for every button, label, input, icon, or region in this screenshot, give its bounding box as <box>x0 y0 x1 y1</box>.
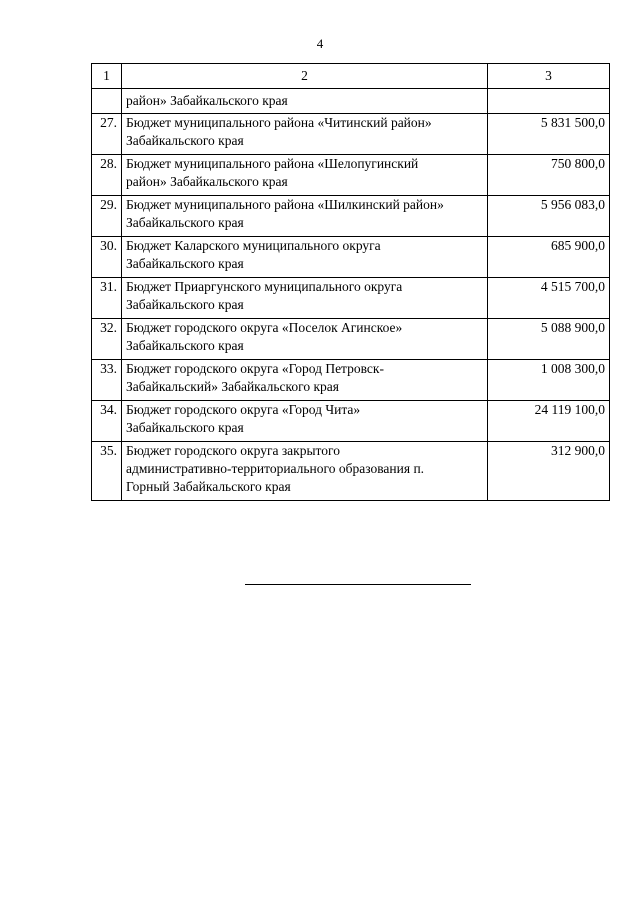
row-name <box>122 196 488 237</box>
row-value: 5 956 083,0 <box>488 196 610 237</box>
row-name-line: Бюджет городского округа «Город Чита» <box>126 402 361 417</box>
row-value: 685 900,0 <box>488 237 610 278</box>
row-name <box>122 155 488 196</box>
row-number: 29. <box>92 196 122 237</box>
table-row <box>92 278 610 319</box>
row-name-line: Забайкальского края <box>126 256 244 271</box>
row-name <box>122 278 488 319</box>
column-header-2: 2 <box>122 64 488 89</box>
row-name <box>122 401 488 442</box>
row-name-line: Бюджет муниципального района «Шилкинский район» <box>126 197 444 212</box>
row-value: 750 800,0 <box>488 155 610 196</box>
table-row <box>92 196 610 237</box>
table-row <box>92 442 610 501</box>
row-name-line: Забайкальского края <box>126 420 244 435</box>
row-name-line: Бюджет городского округа закрытого <box>126 443 340 458</box>
row-value: 5 831 500,0 <box>488 114 610 155</box>
row-value: 4 515 700,0 <box>488 278 610 319</box>
row-number: 31. <box>92 278 122 319</box>
row-number: 27. <box>92 114 122 155</box>
table-row <box>92 114 610 155</box>
row-name-line: Бюджет муниципального района «Шелопугинский <box>126 156 419 171</box>
table-row <box>92 155 610 196</box>
row-name <box>122 237 488 278</box>
column-header-3: 3 <box>488 64 610 89</box>
table-row <box>92 319 610 360</box>
row-value-cell <box>488 89 610 114</box>
table-header-row <box>92 64 610 89</box>
row-name <box>122 319 488 360</box>
page-number: 4 <box>316 36 324 51</box>
row-value: 1 008 300,0 <box>488 360 610 401</box>
row-name-line: Горный Забайкальского края <box>126 479 291 494</box>
row-name-line: административно-территориального образования п. <box>126 461 425 476</box>
column-header-1: 1 <box>92 64 122 89</box>
row-number: 35. <box>92 442 122 501</box>
row-name <box>122 114 488 155</box>
row-number: 28. <box>92 155 122 196</box>
row-value: 24 119 100,0 <box>488 401 610 442</box>
end-of-document-rule <box>245 584 471 585</box>
row-name-line: район» Забайкальского края <box>126 174 288 189</box>
row-name-cell: район» Забайкальского края <box>122 89 488 114</box>
row-name <box>122 442 488 501</box>
row-name-line: Забайкальского края <box>126 297 244 312</box>
row-number: 34. <box>92 401 122 442</box>
table-row-continuation <box>92 89 610 114</box>
row-number-cell <box>92 89 122 114</box>
row-name-line: Забайкальского края <box>126 133 244 148</box>
row-name-line: Бюджет городского округа «Город Петровск- <box>126 361 384 376</box>
row-number: 32. <box>92 319 122 360</box>
budget-allocation-table <box>91 63 610 501</box>
row-value: 5 088 900,0 <box>488 319 610 360</box>
row-name <box>122 360 488 401</box>
row-name-line: Бюджет муниципального района «Читинский район» <box>126 115 432 130</box>
table-row <box>92 401 610 442</box>
table-row <box>92 360 610 401</box>
row-number: 30. <box>92 237 122 278</box>
row-name-line: Забайкальского края <box>126 215 244 230</box>
row-number: 33. <box>92 360 122 401</box>
row-name-line: Бюджет Каларского муниципального округа <box>126 238 381 253</box>
row-name-line: Бюджет Приаргунского муниципального округа <box>126 279 403 294</box>
table-row <box>92 237 610 278</box>
row-value: 312 900,0 <box>488 442 610 501</box>
row-name-line: Забайкальский» Забайкальского края <box>126 379 339 394</box>
row-name-line: Бюджет городского округа «Поселок Агинское» <box>126 320 403 335</box>
row-name-line: Забайкальского края <box>126 338 244 353</box>
